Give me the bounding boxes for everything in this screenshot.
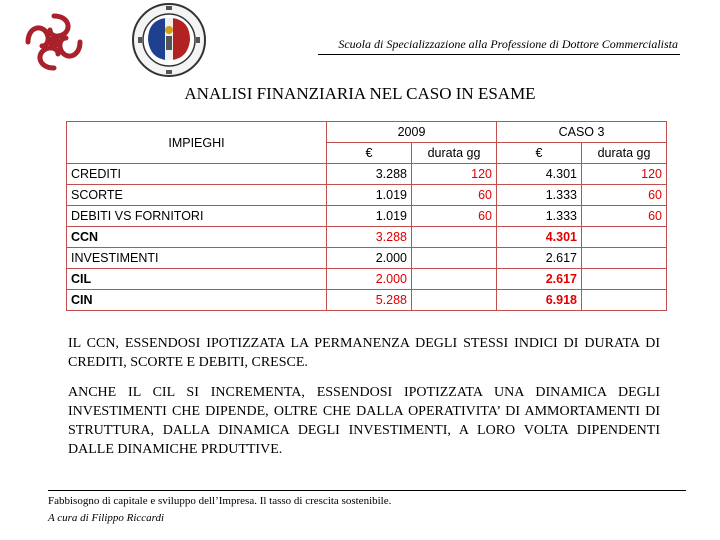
cell-value: 1.019	[327, 206, 412, 227]
table-row	[67, 164, 667, 185]
row-label: INVESTIMENTI	[67, 248, 327, 269]
cell-duration	[412, 248, 497, 269]
slide-title: ANALISI FINANZIARIA NEL CASO IN ESAME	[184, 84, 536, 103]
cell-value: 3.288	[327, 164, 412, 185]
cell-duration	[582, 290, 667, 311]
cell-value: 1.333	[497, 185, 582, 206]
group-header-caso3: CASO 3	[497, 122, 667, 143]
cell-value: 4.301	[497, 164, 582, 185]
table-row	[67, 248, 667, 269]
footer-author: A cura di Filippo Riccardi	[48, 512, 165, 524]
impieghi-table	[66, 121, 667, 311]
cell-duration: 60	[412, 206, 497, 227]
footer-divider	[48, 490, 686, 491]
cell-value: 2.000	[327, 269, 412, 290]
cell-value: 2.617	[497, 269, 582, 290]
row-label: CCN	[67, 227, 327, 248]
table-row	[67, 227, 667, 248]
cell-duration	[582, 248, 667, 269]
table-row	[67, 206, 667, 227]
table-row	[67, 269, 667, 290]
cell-duration: 60	[582, 185, 667, 206]
row-label: CREDITI	[67, 164, 327, 185]
table-row	[67, 185, 667, 206]
row-label: CIN	[67, 290, 327, 311]
cell-duration	[582, 227, 667, 248]
subheader-euro: €	[327, 143, 412, 164]
cell-duration: 120	[412, 164, 497, 185]
cell-value: 3.288	[327, 227, 412, 248]
school-header: Scuola di Specializzazione alla Professione di Dottore Commercialista	[338, 37, 678, 51]
cell-duration	[582, 269, 667, 290]
header-divider	[318, 54, 680, 55]
cell-value: 4.301	[497, 227, 582, 248]
row-label: CIL	[67, 269, 327, 290]
table-corner-header: IMPIEGHI	[67, 122, 327, 164]
subheader-durata: durata gg	[582, 143, 667, 164]
table-row	[67, 290, 667, 311]
cell-value: 1.333	[497, 206, 582, 227]
cell-duration: 60	[582, 206, 667, 227]
cell-duration: 60	[412, 185, 497, 206]
cell-duration	[412, 269, 497, 290]
paragraph-ccn: IL CCN, ESSENDOSI IPOTIZZATA LA PERMANENZA DEGLI STESSI INDICI DI DURATA DI CREDITI, SCORTE E DEBITI, CRESCE.	[68, 336, 660, 370]
subheader-euro: €	[497, 143, 582, 164]
cell-duration	[412, 227, 497, 248]
cell-value: 5.288	[327, 290, 412, 311]
cell-value: 6.918	[497, 290, 582, 311]
row-label: SCORTE	[67, 185, 327, 206]
cell-duration: 120	[582, 164, 667, 185]
order-logo-icon	[18, 6, 90, 78]
cell-value: 2.000	[327, 248, 412, 269]
university-seal-icon	[130, 2, 208, 78]
cell-value: 2.617	[497, 248, 582, 269]
cell-value: 1.019	[327, 185, 412, 206]
paragraph-cil: ANCHE IL CIL SI INCREMENTA, ESSENDOSI IPOTIZZATA UNA DINAMICA DEGLI INVESTIMENTI CHE DIPENDE, OLTRE CHE DALLA OPERATIVITA’ DI AMMORTAMENTI DI STRUTTURA, DALLA DINAMICA DEGLI INVESTIMENTI, A LORO VOLTA DIPENDENTI DALLE DINAMICHE PRDUTTIVE.	[68, 385, 660, 457]
subheader-durata: durata gg	[412, 143, 497, 164]
footer-course-title: Fabbisogno di capitale e sviluppo dell’Impresa. Il tasso di crescita sostenibile.	[48, 495, 392, 507]
cell-duration	[412, 290, 497, 311]
row-label: DEBITI VS FORNITORI	[67, 206, 327, 227]
group-header-2009: 2009	[327, 122, 497, 143]
